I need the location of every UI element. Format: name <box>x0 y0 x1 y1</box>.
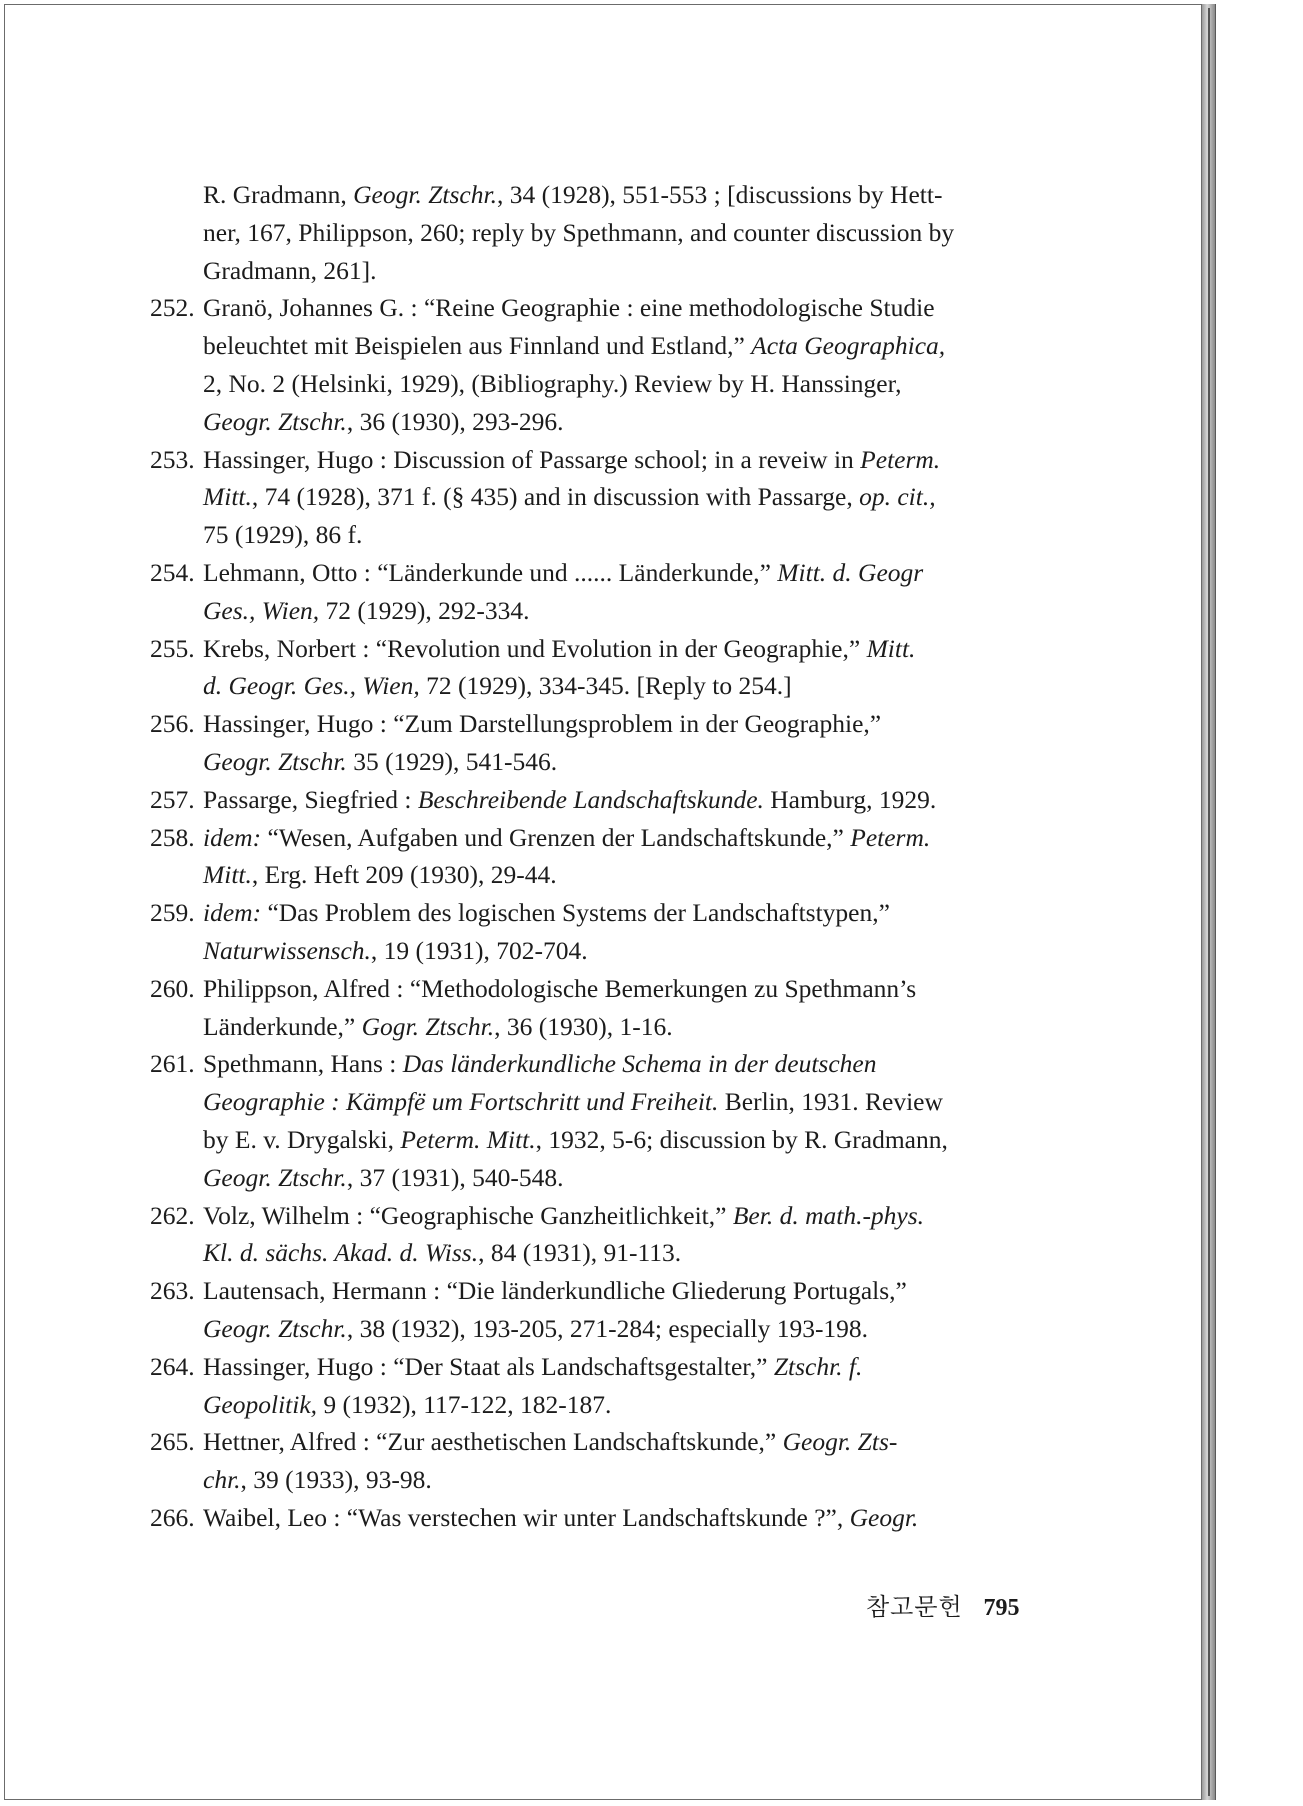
text-segment: Lautensach, Hermann : “Die länderkundliche Gliederung Portugals,” <box>203 1276 907 1306</box>
entry-number: 253. <box>150 444 195 474</box>
text-segment: Hassinger, Hugo : “Der Staat als Landschaftsgestalter,” <box>203 1351 774 1381</box>
bib-entry-first-line <box>150 1348 1070 1386</box>
text-segment: , Erg. Heft 209 (1930), 29-44. <box>251 860 557 890</box>
entry-text <box>203 781 936 819</box>
text-segment: Lehmann, Otto : “Länderkunde und ...... Länderkunde,” <box>203 557 778 587</box>
bib-entry-first-line <box>150 781 1070 819</box>
text-segment: Hettner, Alfred : “Zur aesthetischen Landschaftskunde,” <box>203 1427 783 1457</box>
entry-text <box>203 819 930 857</box>
entry-text <box>203 1045 877 1083</box>
italic-citation: Das länderkundliche Schema in der deutschen <box>402 1049 877 1079</box>
text-segment: 35 (1929), 541-546. <box>346 746 558 776</box>
entry-text <box>203 1386 611 1424</box>
entry-text <box>203 1348 862 1386</box>
entry-number: 266. <box>150 1502 195 1532</box>
text-segment: Länderkunde,” <box>203 1011 362 1041</box>
entry-number: 265. <box>150 1427 195 1457</box>
bib-entry-continuation-line <box>150 478 1070 516</box>
bib-entry-first-line <box>150 441 1070 479</box>
text-segment: , 1932, 5-6; discussion by R. Gradmann, <box>535 1124 948 1154</box>
bib-entry-continuation-line <box>150 1234 1070 1272</box>
text-segment: Volz, Wilhelm : “Geographische Ganzheitlichkeit,” <box>203 1200 733 1230</box>
entry-text <box>203 1499 918 1537</box>
text-segment: Krebs, Norbert : “Revolution und Evolution in der Geographie,” <box>203 633 867 663</box>
bib-entry-continuation-line <box>150 365 1070 403</box>
bib-entry-continuation-line <box>150 592 1070 630</box>
bib-entry-continuation-line <box>150 1461 1070 1499</box>
entry-text <box>203 705 881 743</box>
entry-number: 258. <box>150 822 195 852</box>
text-segment: 2, No. 2 (Helsinki, 1929), (Bibliography.) Review by H. Hanssinger, <box>203 368 902 398</box>
italic-citation: Mitt. <box>203 482 252 512</box>
text-segment: 75 (1929), 86 f. <box>203 520 363 550</box>
text-segment: , 37 (1931), 540-548. <box>346 1162 564 1192</box>
italic-citation: Mitt. <box>866 633 916 663</box>
entry-text <box>203 403 564 441</box>
bib-entry-continuation-line <box>150 1121 1070 1159</box>
text-segment: Philippson, Alfred : “Methodologische Bemerkungen zu Spethmann’s <box>203 973 917 1003</box>
text-segment: Granö, Johannes G. : “Reine Geographie : eine methodologische Studie <box>203 293 935 323</box>
bib-entry-first-line <box>150 554 1070 592</box>
text-segment: , 36 (1930), 293-296. <box>346 406 564 436</box>
italic-citation: Geopolitik, <box>203 1389 318 1419</box>
text-segment: , 84 (1931), 91-113. <box>478 1238 682 1268</box>
bib-entry-continuation-line <box>150 743 1070 781</box>
entry-text <box>203 176 942 214</box>
text-segment: ner, 167, Philippson, 260; reply by Spethmann, and counter discussion by <box>203 217 955 247</box>
entry-text <box>203 630 915 668</box>
bib-entry-first-line <box>150 705 1070 743</box>
bib-entry-first-line <box>150 1499 1070 1537</box>
italic-citation: Geogr. <box>849 1502 919 1532</box>
bib-entry-continuation-line <box>150 327 1070 365</box>
bib-entry-continuation-line <box>150 176 1070 214</box>
entry-text <box>203 1197 924 1235</box>
bib-entry-continuation-line <box>150 667 1070 705</box>
italic-citation: Ber. d. math.-phys. <box>732 1200 925 1230</box>
bib-entry-first-line <box>150 1423 1070 1461</box>
italic-citation: Ztschr. f. <box>773 1351 863 1381</box>
italic-citation: Gogr. Ztschr. <box>361 1011 495 1041</box>
italic-citation: Mitt. d. Geogr <box>777 557 924 587</box>
text-segment: 72 (1929), 334-345. [Reply to 254.] <box>419 671 792 701</box>
entry-text <box>203 214 954 252</box>
text-segment: by E. v. Drygalski, <box>203 1124 401 1154</box>
text-segment: Hamburg, 1929. <box>763 784 937 814</box>
italic-citation: Geogr. Ztschr. <box>203 746 347 776</box>
text-segment: beleuchtet mit Beispielen aus Finnland und Estland,” <box>203 331 752 361</box>
italic-citation: Peterm. Mitt. <box>400 1124 536 1154</box>
entry-text <box>203 932 588 970</box>
text-segment: 72 (1929), 292-334. <box>319 595 530 625</box>
entry-number: 252. <box>150 293 195 323</box>
entry-text <box>203 516 362 554</box>
bibliography-list <box>150 176 1070 1537</box>
text-segment: Hassinger, Hugo : “Zum Darstellungsproblem in der Geographie,” <box>203 709 882 739</box>
bib-entry-first-line <box>150 630 1070 668</box>
entry-text <box>203 1159 564 1197</box>
text-segment: Berlin, 1931. Review <box>718 1087 943 1117</box>
italic-citation: Kl. d. sächs. Akad. d. Wiss. <box>203 1238 479 1268</box>
bib-entry-first-line <box>150 819 1070 857</box>
entry-text <box>203 1121 948 1159</box>
bib-entry-continuation-line <box>150 1008 1070 1046</box>
text-segment: , 38 (1932), 193-205, 271-284; especially 193-198. <box>346 1313 869 1343</box>
bib-entry-continuation-line <box>150 403 1070 441</box>
text-segment: Gradmann, 261]. <box>203 255 377 285</box>
bib-entry-first-line <box>150 1045 1070 1083</box>
page-number: 795 <box>983 1595 1020 1621</box>
entry-text <box>203 554 923 592</box>
bib-entry-continuation-line <box>150 1159 1070 1197</box>
text-segment: Hassinger, Hugo : Discussion of Passarge school; in a reveiw in <box>203 444 861 474</box>
italic-citation: Geographie : Kämpfë um Fortschritt und Freiheit. <box>203 1087 719 1117</box>
bib-entry-continuation-line <box>150 516 1070 554</box>
entry-text <box>203 743 557 781</box>
entry-number: 262. <box>150 1200 195 1230</box>
entry-number: 261. <box>150 1049 195 1079</box>
entry-text <box>203 1461 432 1499</box>
text-segment: R. Gradmann, <box>203 180 354 209</box>
bib-entry-continuation-line <box>150 1386 1070 1424</box>
text-segment: , 19 (1931), 702-704. <box>370 935 588 965</box>
entry-text <box>203 327 945 365</box>
entry-text <box>203 1423 897 1461</box>
page-edge-line <box>1208 8 1210 1796</box>
entry-text <box>203 1310 868 1348</box>
entry-text <box>203 1008 673 1046</box>
entry-number: 263. <box>150 1276 195 1306</box>
bib-entry-continuation-line <box>150 856 1070 894</box>
entry-text <box>203 970 916 1008</box>
text-segment: Spethmann, Hans : <box>203 1049 403 1079</box>
entry-text <box>203 1234 681 1272</box>
entry-number: 260. <box>150 973 195 1003</box>
text-segment: 9 (1932), 117-122, 182-187. <box>317 1389 612 1419</box>
italic-citation: Naturwissensch. <box>203 935 371 965</box>
entry-text <box>203 289 935 327</box>
italic-citation: Geogr. Zts- <box>782 1427 898 1457</box>
entry-text <box>203 252 377 290</box>
entry-text <box>203 478 936 516</box>
entry-number: 254. <box>150 557 195 587</box>
bib-entry-first-line <box>150 894 1070 932</box>
entry-number: 264. <box>150 1351 195 1381</box>
background-margin <box>1216 0 1303 1806</box>
italic-citation: Mitt. <box>203 860 252 890</box>
page-footer <box>866 1587 1020 1622</box>
text-segment: , 36 (1930), 1-16. <box>494 1011 673 1041</box>
entry-text <box>203 441 940 479</box>
entry-text <box>203 1272 907 1310</box>
italic-citation: Geogr. Ztschr. <box>203 1313 347 1343</box>
bib-entry-continuation-line <box>150 1083 1070 1121</box>
entry-text <box>203 894 890 932</box>
italic-citation: idem: <box>203 898 262 928</box>
bib-entry-continuation-line <box>150 932 1070 970</box>
bib-entry-first-line <box>150 970 1070 1008</box>
entry-text <box>203 1083 943 1121</box>
italic-citation: Geogr. Ztschr. <box>353 180 497 209</box>
bib-entry-first-line <box>150 289 1070 327</box>
italic-citation: chr. <box>203 1465 241 1495</box>
bib-entry-first-line <box>150 1272 1070 1310</box>
bib-entry-continuation-line <box>150 214 1070 252</box>
bib-entry-first-line <box>150 1197 1070 1235</box>
entry-text <box>203 365 901 403</box>
entry-number: 257. <box>150 784 195 814</box>
italic-citation: Acta Geographica, <box>751 331 946 361</box>
text-segment: Waibel, Leo : “Was verstechen wir unter Landschaftskunde ?”, <box>203 1502 850 1532</box>
entry-text <box>203 667 792 705</box>
entry-text <box>203 856 557 894</box>
italic-citation: idem: <box>203 822 262 852</box>
entry-number: 256. <box>150 709 195 739</box>
entry-text <box>203 592 530 630</box>
bib-entry-continuation-line <box>150 252 1070 290</box>
text-segment: , 39 (1933), 93-98. <box>240 1465 432 1495</box>
section-title: 참고문헌 <box>866 1593 963 1621</box>
italic-citation: d. Geogr. Ges., Wien, <box>203 671 420 701</box>
italic-citation: Beschreibende Landschaftskunde. <box>417 784 764 814</box>
italic-citation: Peterm. <box>860 444 941 474</box>
italic-citation: Geogr. Ztschr. <box>203 406 347 436</box>
entry-number: 259. <box>150 898 195 928</box>
text-segment: “Das Problem des logischen Systems der Landschaftstypen,” <box>261 898 890 928</box>
italic-citation: Ges., Wien, <box>203 595 320 625</box>
text-segment: , 34 (1928), 551-553 ; [discussions by Hett- <box>496 180 943 209</box>
text-segment: Passarge, Siegfried : <box>203 784 418 814</box>
italic-citation: op. cit., <box>859 482 936 512</box>
entry-number: 255. <box>150 633 195 663</box>
italic-citation: Geogr. Ztschr. <box>203 1162 347 1192</box>
text-segment: “Wesen, Aufgaben und Grenzen der Landschaftskunde,” <box>261 822 851 852</box>
italic-citation: Peterm. <box>850 822 931 852</box>
bib-entry-continuation-line <box>150 1310 1070 1348</box>
text-segment: , 74 (1928), 371 f. (§ 435) and in discussion with Passarge, <box>251 482 860 512</box>
